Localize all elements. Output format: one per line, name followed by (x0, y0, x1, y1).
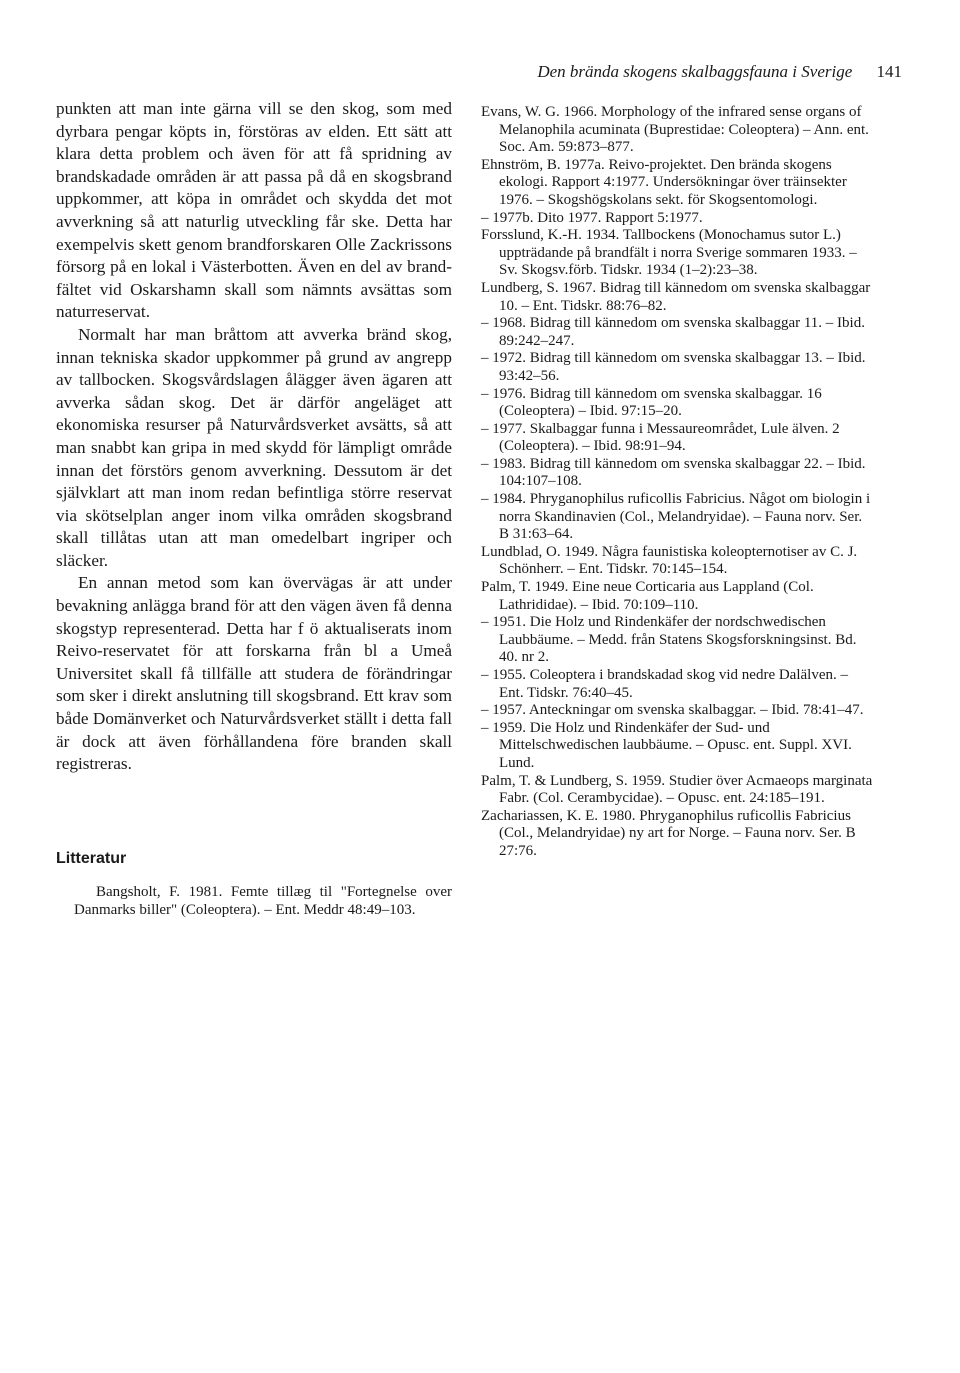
reference-entry: Zachariassen, K. E. 1980. Phryganophilus ruficollis Fabricius (Col., Melandryidae) ny art for Norge. – Fauna norv. Ser. B 27:76. (481, 807, 856, 859)
reference-entry: Bangsholt, F. 1981. Femte tillæg til "Fortegnelse over Danmarks biller" (Coleoptera). – Ent. Meddr 48:49–103. (74, 884, 452, 918)
reference-entry: Lundblad, O. 1949. Några faunistiska koleopternotiser av C. J. Schönherr. – Ent. Tidskr. 70:145–154. (481, 543, 858, 578)
reference-entry: – 1983. Bidrag till kännedom om svenska skalbaggar 22. – Ibid. 104:107–108. (481, 455, 866, 490)
reference-entry: – 1957. Anteckningar om svenska skalbaggar. – Ibid. 78:41–47. (481, 702, 864, 719)
body-paragraph: En annan metod som kan övervägas är att under bevakning anlägga brand för att den vägen även få denna skogstyp representerad. Detta har f ö aktualiserats inom Reivo-reservatet för att forskarna från bl a Umeå Universitet skall få tillfälle att studera de förändringar som sker i direkt anslutning till skogsbrand. Ett krav som både Domänverket och Naturvårdsverket ställt i detta fall är dock att även förhållandena före branden skall registreras. (56, 573, 452, 774)
literature-heading: Litteratur (56, 849, 127, 867)
page-number: 141 (876, 62, 902, 81)
reference-entry: Palm, T. & Lundberg, S. 1959. Studier över Acmaeops marginata Fabr. (Col. Cerambycidae). – Opusc. ent. 24:185–191. (481, 772, 873, 807)
reference-entry: – 1951. Die Holz und Rindenkäfer der nordschwedischen Laubbäume. – Medd. från Statens Skogsforskningsinst. Bd. 40. nr 2. (481, 614, 857, 666)
reference-list-right (481, 104, 875, 861)
reference-entry: – 1976. Bidrag till kännedom om svenska skalbaggar. 16 (Coleoptera) – Ibid. 97:15–20. (481, 385, 822, 420)
reference-entry: – 1977b. Dito 1977. Rapport 5:1977. (481, 209, 703, 226)
running-header (537, 62, 902, 82)
reference-entry: – 1977. Skalbaggar funna i Messaureområdet, Lule älven. 2 (Coleoptera). – Ibid. 98:91–94. (481, 420, 840, 455)
reference-entry: – 1955. Coleoptera i brandskadad skog vid nedre Dalälven. – Ent. Tidskr. 76:40–45. (481, 667, 848, 701)
reference-entry: – 1984. Phryganophilus ruficollis Fabricius. Något om biologin i norra Skandinavien (Col., Melandryidae). – Fauna norv. Ser. B 31:63–64. (481, 491, 871, 543)
reference-entry: – 1972. Bidrag till kännedom om svenska skalbaggar 13. – Ibid. 93:42–56. (481, 350, 866, 384)
journal-title: Den brända skogens skalbaggsfauna i Sverige (537, 62, 853, 81)
reference-entry: Evans, W. G. 1966. Morphology of the infrared sense organs of Melanophila acuminata (Buprestidae: Coleoptera) – Ann. ent. Soc. Am. 59:873–877. (481, 104, 869, 156)
body-paragraph: punkten att man inte gärna vill se den skog, som med dyrbara pengar köpts in, förstöras av elden. Ett sätt att klara detta problem och även för att få spridning av brandskadade områden är att passa på då en skogsbrand uppkommer, att köpa in området och skydda det mot avverkning så att naturlig utveckling får ske. Detta har exempelvis skett genom brandforskaren Olle Zackrissons försorg på en lokal i Västerbotten. Även en del av brandfältet vid Oskarshamn skall som nämnts avsättas som naturreservat. (56, 99, 452, 322)
reference-entry: – 1959. Die Holz und Rindenkäfer der Sud- und Mittelschwedischen laubbäume. – Opusc. ent. Suppl. XVI. Lund. (481, 719, 852, 771)
reference-list-left (56, 884, 452, 919)
reference-entry: Ehnström, B. 1977a. Reivo-projektet. Den brända skogens ekologi. Rapport 4:1977. Undersökningar över träinsekter 1976. – Skogshögskolans sekt. för Skogsentomologi. (481, 156, 847, 208)
reference-entry: Lundberg, S. 1967. Bidrag till kännedom om svenska skalbaggar 10. – Ent. Tidskr. 88:76–82. (481, 279, 871, 314)
body-paragraph: Normalt har man bråttom att avverka bränd skog, innan tekniska skador uppkommer på grund av angrepp av tallbocken. Skogsvårdslagen ålägger även ägaren att avverka sådan skog. Det är därför angeläget att ekonomiska resurser på Naturvårdsverket avsätts, så att man snabbt kan gripa in med skydd för lämpligt område innan det förstörs genom avverkning. Dessutom är det självklart att man inom redan befintliga större reservat via skötselplan anger inom vilka områden skogsbrand skall tillåtas utan att man omedelbart ingriper och släcker. (56, 324, 452, 570)
reference-entry: Palm, T. 1949. Eine neue Corticaria aus Lappland (Col. Lathrididae). – Ibid. 70:109–110. (481, 579, 814, 613)
reference-entry: – 1968. Bidrag till kännedom om svenska skalbaggar 11. – Ibid. 89:242–247. (481, 315, 865, 349)
reference-entry: Forsslund, K.-H. 1934. Tallbockens (Monochamus sutor L.) uppträdande på brandfält i norra Sverige sommaren 1933. – Sv. Skogsv.förb. Tidskr. 1934 (1–2):23–38. (481, 227, 857, 279)
left-column (56, 98, 452, 920)
